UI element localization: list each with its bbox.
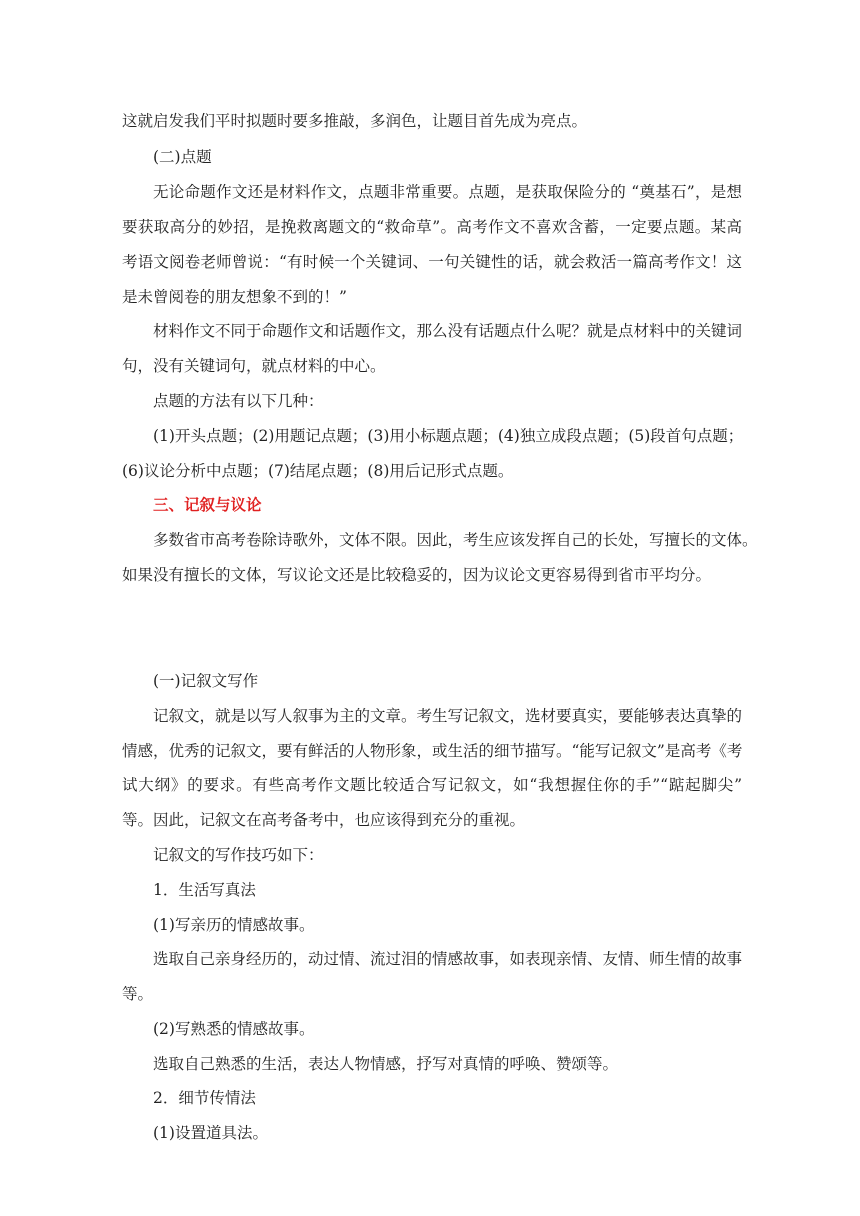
text-line: 这就启发我们平时拟题时要多推敲，多润色，让题目首先成为亮点。 bbox=[122, 112, 588, 130]
text-line: 如果没有擅长的文体，写议论文还是比较稳妥的，因为议论文更容易得到省市平均分。 bbox=[122, 566, 712, 584]
subheading: (二)点题 bbox=[153, 148, 212, 166]
text-line: 试大纲》的要求。有些高考作文题比较适合写记叙文，如“我想握住你的手”“踮起脚尖” bbox=[122, 776, 742, 794]
subheading: (一)记叙文写作 bbox=[153, 672, 259, 690]
text-line: 是未曾阅卷的朋友想象不到的！” bbox=[122, 288, 347, 306]
text-line: 记叙文的写作技巧如下： bbox=[153, 846, 324, 864]
text-line: 情感，优秀的记叙文，要有鲜活的人物形象，或生活的细节描写。“能写记叙文”是高考《考 bbox=[122, 742, 743, 760]
text-line: 选取自己熟悉的生活，表达人物情感，抒写对真情的呼唤、赞颂等。 bbox=[153, 1055, 619, 1073]
text-line: (1)开头点题；(2)用题记点题；(3)用小标题点题；(4)独立成段点题；(5)段首句点题； bbox=[153, 427, 744, 445]
text-line: 等。因此，记叙文在高考备考中，也应该得到充分的重视。 bbox=[122, 811, 526, 829]
section-heading: 三、记叙与议论 bbox=[153, 495, 262, 514]
text-line: (1)写亲历的情感故事。 bbox=[153, 916, 315, 934]
subheading: 1．生活写真法 bbox=[153, 881, 256, 899]
text-line: 选取自己亲身经历的，动过情、流过泪的情感故事，如表现亲情、友情、师生情的故事 bbox=[153, 950, 743, 968]
text-line: 点题的方法有以下几种： bbox=[153, 392, 324, 410]
text-line: 记叙文，就是以写人叙事为主的文章。考生写记叙文，选材要真实，要能够表达真挚的 bbox=[153, 707, 743, 725]
text-line: (2)写熟悉的情感故事。 bbox=[153, 1020, 315, 1038]
text-line: 无论命题作文还是材料作文，点题非常重要。点题，是获取保险分的 “奠基石”，是想 bbox=[153, 183, 742, 201]
text-line: (6)议论分析中点题；(7)结尾点题；(8)用后记形式点题。 bbox=[122, 462, 514, 480]
text-line: 多数省市高考卷除诗歌外，文体不限。因此，考生应该发挥自己的长处，写擅长的文体。 bbox=[153, 531, 758, 549]
text-line: 考语文阅卷老师曾说：“有时候一个关键词、一句关键性的话，就会救活一篇高考作文！这 bbox=[122, 253, 742, 271]
text-line: 材料作文不同于命题作文和话题作文，那么没有话题点什么呢？就是点材料中的关键词 bbox=[153, 322, 743, 340]
text-line: 句，没有关键词句，就点材料的中心。 bbox=[122, 357, 386, 375]
text-line: 要获取高分的妙招，是挽救离题文的“救命草”。高考作文不喜欢含蓄，一定要点题。某高 bbox=[122, 218, 742, 236]
text-line: (1)设置道具法。 bbox=[153, 1124, 268, 1142]
text-line: 等。 bbox=[122, 985, 154, 1003]
subheading: 2．细节传情法 bbox=[153, 1089, 256, 1107]
